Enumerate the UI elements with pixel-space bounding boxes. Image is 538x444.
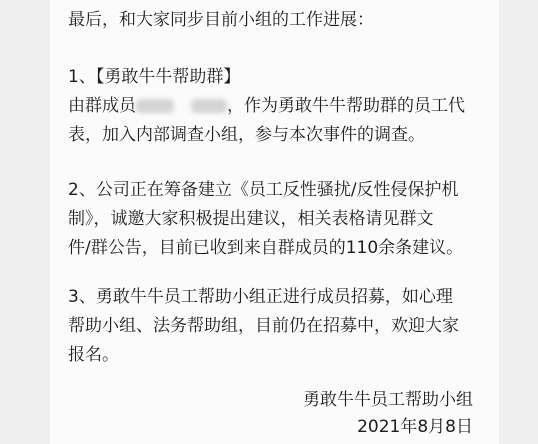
item1-separator	[174, 96, 191, 116]
intro-text: 最后，和大家同步目前小组的工作进展：	[68, 10, 374, 30]
item1-line2: 表，加入内部调查小组，参与本次事件的调查。	[68, 125, 425, 145]
item1-title: 1、【勇敢牛牛帮助群】	[68, 67, 241, 87]
item1-line1	[68, 92, 488, 121]
signature-org: 勇敢牛牛员工帮助小组	[303, 390, 473, 410]
item2-line1: 2、公司正在筹备建立《员工反性骚扰/反性侵保护机	[68, 180, 459, 200]
item3-line1: 3、勇敢牛牛员工帮助小组正进行成员招募，如心理	[68, 287, 453, 307]
document-page	[50, 0, 499, 444]
item2-line2: 制》，诚邀大家积极提出建议，相关表格请见群文	[68, 209, 434, 229]
signature-date: 2021年8月8日	[357, 417, 473, 437]
item1-line1-suffix: ，作为勇敢牛牛帮助群的员工代	[227, 96, 465, 116]
redacted-name-b	[191, 99, 227, 113]
item3-line3: 报名。	[68, 345, 119, 365]
item1-line1-prefix: 由群成员	[68, 96, 136, 116]
item2-line3: 件/群公告，目前已收到来自群成员的110余条建议。	[68, 238, 464, 258]
item3-line2: 帮助小组、法务帮助组，目前仍在招募中，欢迎大家	[68, 316, 459, 336]
redacted-name-a	[136, 99, 174, 113]
